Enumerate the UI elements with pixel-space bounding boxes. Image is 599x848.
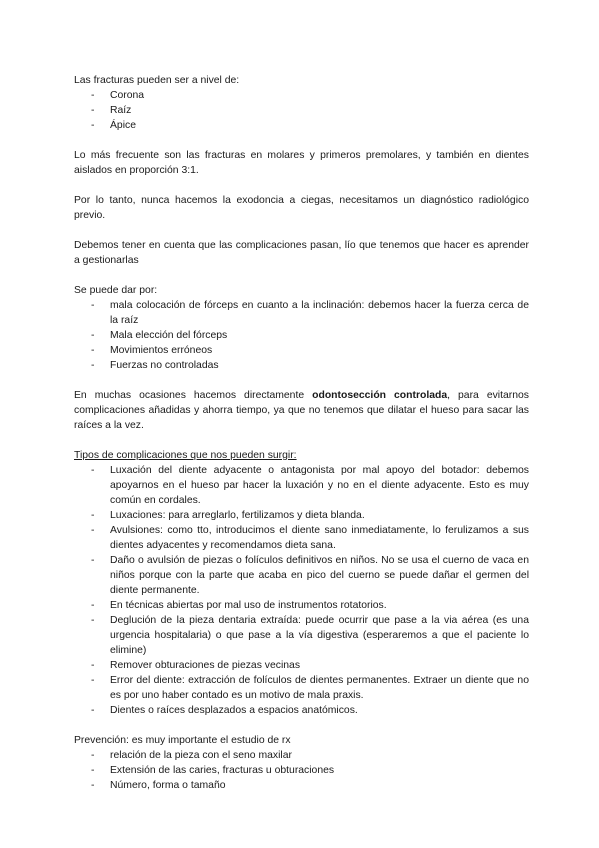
list-item: - mala colocación de fórceps en cuanto a la inclinación: debemos hacer la fuerza cerca de la raíz <box>74 298 529 328</box>
diagnostico-paragraph: Por lo tanto, nunca hacemos la exodoncia a ciegas, necesitamos un diagnóstico radiológico previo. <box>74 195 529 221</box>
list-item: - Daño o avulsión de piezas o folículos definitivos en niños. No se usa el cuerno de vaca en niños porque con la parte que acaba en pico del cuerno se puede dañar el germen del diente permanente. <box>74 553 529 598</box>
list-item: - Raíz <box>74 103 529 118</box>
list-item: - Dientes o raíces desplazados a espacios anatómicos. <box>74 703 529 718</box>
list-item: - Luxaciones: para arreglarlo, fertilizamos y dieta blanda. <box>74 508 529 523</box>
odontoseccion-paragraph: En muchas ocasiones hacemos directamente odontosección controlada, para evitarnos complicaciones añadidas y ahorra tiempo, ya que no tenemos que dilatar el hueso para sacar las raíces a la vez. <box>74 390 529 431</box>
causas-list <box>74 298 529 373</box>
list-item: - Movimientos erróneos <box>74 343 529 358</box>
prevencion-list <box>74 748 529 793</box>
list-item: - relación de la pieza con el seno maxilar <box>74 748 529 763</box>
fracturas-intro: Las fracturas pueden ser a nivel de: <box>74 75 240 86</box>
complicaciones-list <box>74 463 529 718</box>
causas-intro: Se puede dar por: <box>74 285 158 296</box>
list-item: - Luxación del diente adyacente o antagonista por mal apoyo del botador: debemos apoyarnos en el hueso par hacer la luxación y no en el diente adyacente. Esto es muy común en cordales. <box>74 463 529 508</box>
list-item: - Número, forma o tamaño <box>74 778 529 793</box>
gestion-paragraph: Debemos tener en cuenta que las complicaciones pasan, lío que tenemos que hacer es aprender a gestionarlas <box>74 240 529 266</box>
fracturas-list <box>74 88 529 133</box>
list-item: - Deglución de la pieza dentaria extraída: puede ocurrir que pase a la via aérea (es una urgencia hospitalaria) o que pase a la vía digestiva (esperaremos a que el paciente lo elimine) <box>74 613 529 658</box>
prevencion-intro: Prevención: es muy importante el estudio de rx <box>74 735 291 746</box>
frecuente-paragraph: Lo más frecuente son las fracturas en molares y primeros premolares, y también en dientes aislados en proporción 3:1. <box>74 150 529 176</box>
list-item: - Error del diente: extracción de folículos de dientes permanentes. Extraer un diente que no es por uno haber contado es un motivo de mala praxis. <box>74 673 529 703</box>
odontoseccion-bold: odontosección controlada <box>312 390 448 401</box>
list-item: - En técnicas abiertas por mal uso de instrumentos rotatorios. <box>74 598 529 613</box>
list-item: - Mala elección del fórceps <box>74 328 529 343</box>
list-item: - Fuerzas no controladas <box>74 358 529 373</box>
list-item: - Corona <box>74 88 529 103</box>
document-page <box>74 73 529 793</box>
list-item: - Remover obturaciones de piezas vecinas <box>74 658 529 673</box>
list-item: - Avulsiones: como tto, introducimos el diente sano inmediatamente, lo ferulizamos a sus dientes adyacentes y recomendamos dieta sana. <box>74 523 529 553</box>
list-item: - Ápice <box>74 118 529 133</box>
complicaciones-heading: Tipos de complicaciones que nos pueden surgir: <box>74 450 297 461</box>
list-item: - Extensión de las caries, fracturas u obturaciones <box>74 763 529 778</box>
